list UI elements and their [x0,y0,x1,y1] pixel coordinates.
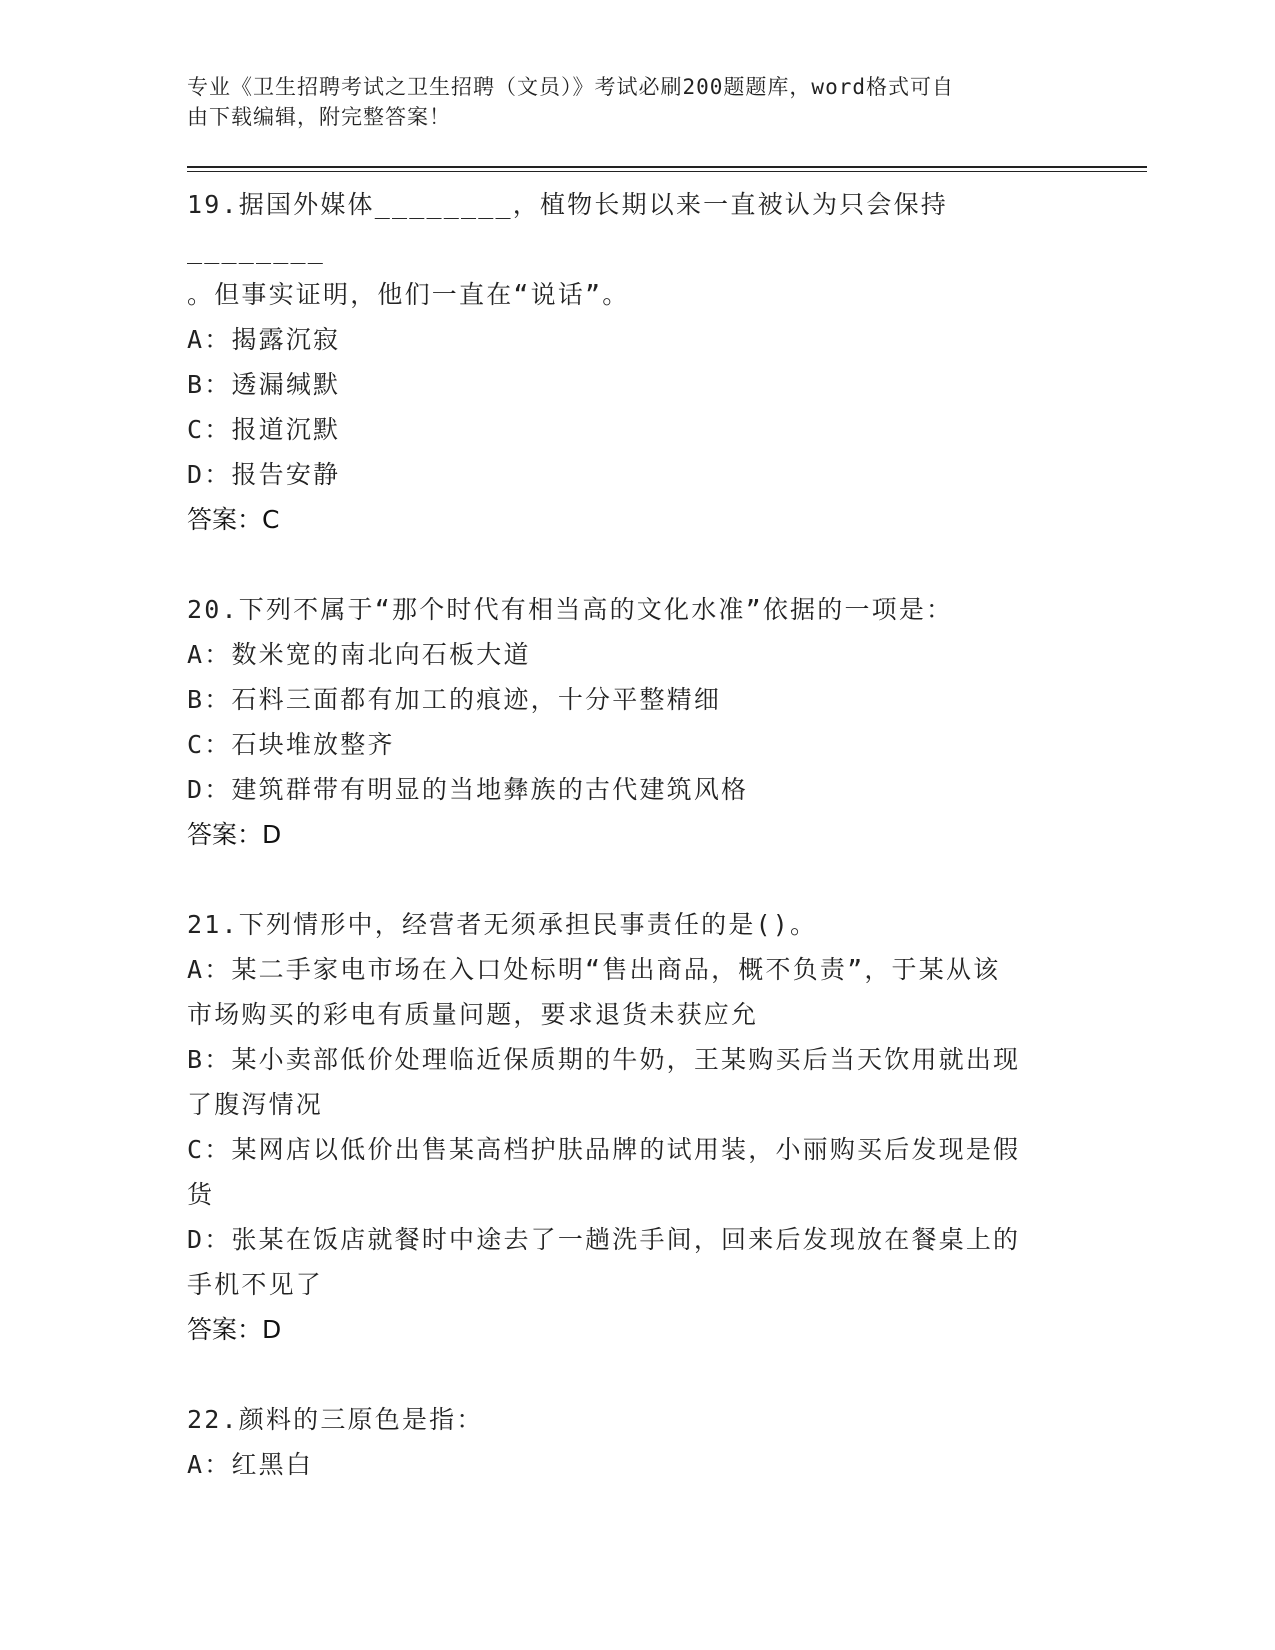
question-stem-line: 21.下列情形中，经营者无须承担民事责任的是()。 [187,910,818,939]
question-stem-line: 20.下列不属于“那个时代有相当高的文化水准”依据的一项是： [187,595,954,624]
answer-line: 答案：D [187,1315,282,1344]
option-d: D：建筑群带有明显的当地彝族的古代建筑风格 [187,775,749,804]
question-22 [187,1397,1147,1487]
option-c: C：报道沉默 [187,415,341,444]
option-a: A：数米宽的南北向石板大道 [187,640,531,669]
document-page [187,72,1147,1532]
question-list [187,182,1147,1487]
answer-line: 答案：D [187,820,282,849]
option-b: B：透漏缄默 [187,370,341,399]
option-c: C：某网店以低价出售某高档护肤品牌的试用装，小丽购买后发现是假 [187,1135,1021,1164]
option-d-continued: 手机不见了 [187,1270,324,1299]
answer-line: 答案：C [187,505,280,534]
question-stem-line: 19.据国外媒体________，植物长期以来一直被认为只会保持________ [187,190,948,264]
question-21 [187,902,1147,1352]
question-19 [187,182,1147,542]
option-c: C：石块堆放整齐 [187,730,395,759]
document-header [187,72,1067,132]
header-line-2: 由下载编辑，附完整答案！ [187,105,451,129]
option-d: D：报告安静 [187,460,341,489]
option-c-continued: 货 [187,1180,215,1209]
option-b-continued: 了腹泻情况 [187,1090,324,1119]
option-a-continued: 市场购买的彩电有质量问题，要求退货未获应允 [187,1000,759,1029]
header-divider [187,166,1147,172]
option-d: D：张某在饭店就餐时中途去了一趟洗手间，回来后发现放在餐桌上的 [187,1225,1021,1254]
question-stem-line: 22.颜料的三原色是指： [187,1405,484,1434]
option-a: A：某二手家电市场在入口处标明“售出商品，概不负责”，于某从该 [187,955,1001,984]
question-20 [187,587,1147,857]
header-line-1: 专业《卫生招聘考试之卫生招聘（文员）》考试必刷200题题库，word格式可自 [187,75,954,99]
option-a: A：红黑白 [187,1450,314,1479]
option-b: B：某小卖部低价处理临近保质期的牛奶，王某购买后当天饮用就出现 [187,1045,1021,1074]
option-b: B：石料三面都有加工的痕迹，十分平整精细 [187,685,722,714]
option-a: A：揭露沉寂 [187,325,341,354]
question-stem-line: 。但事实证明，他们一直在“说话”。 [187,280,630,309]
